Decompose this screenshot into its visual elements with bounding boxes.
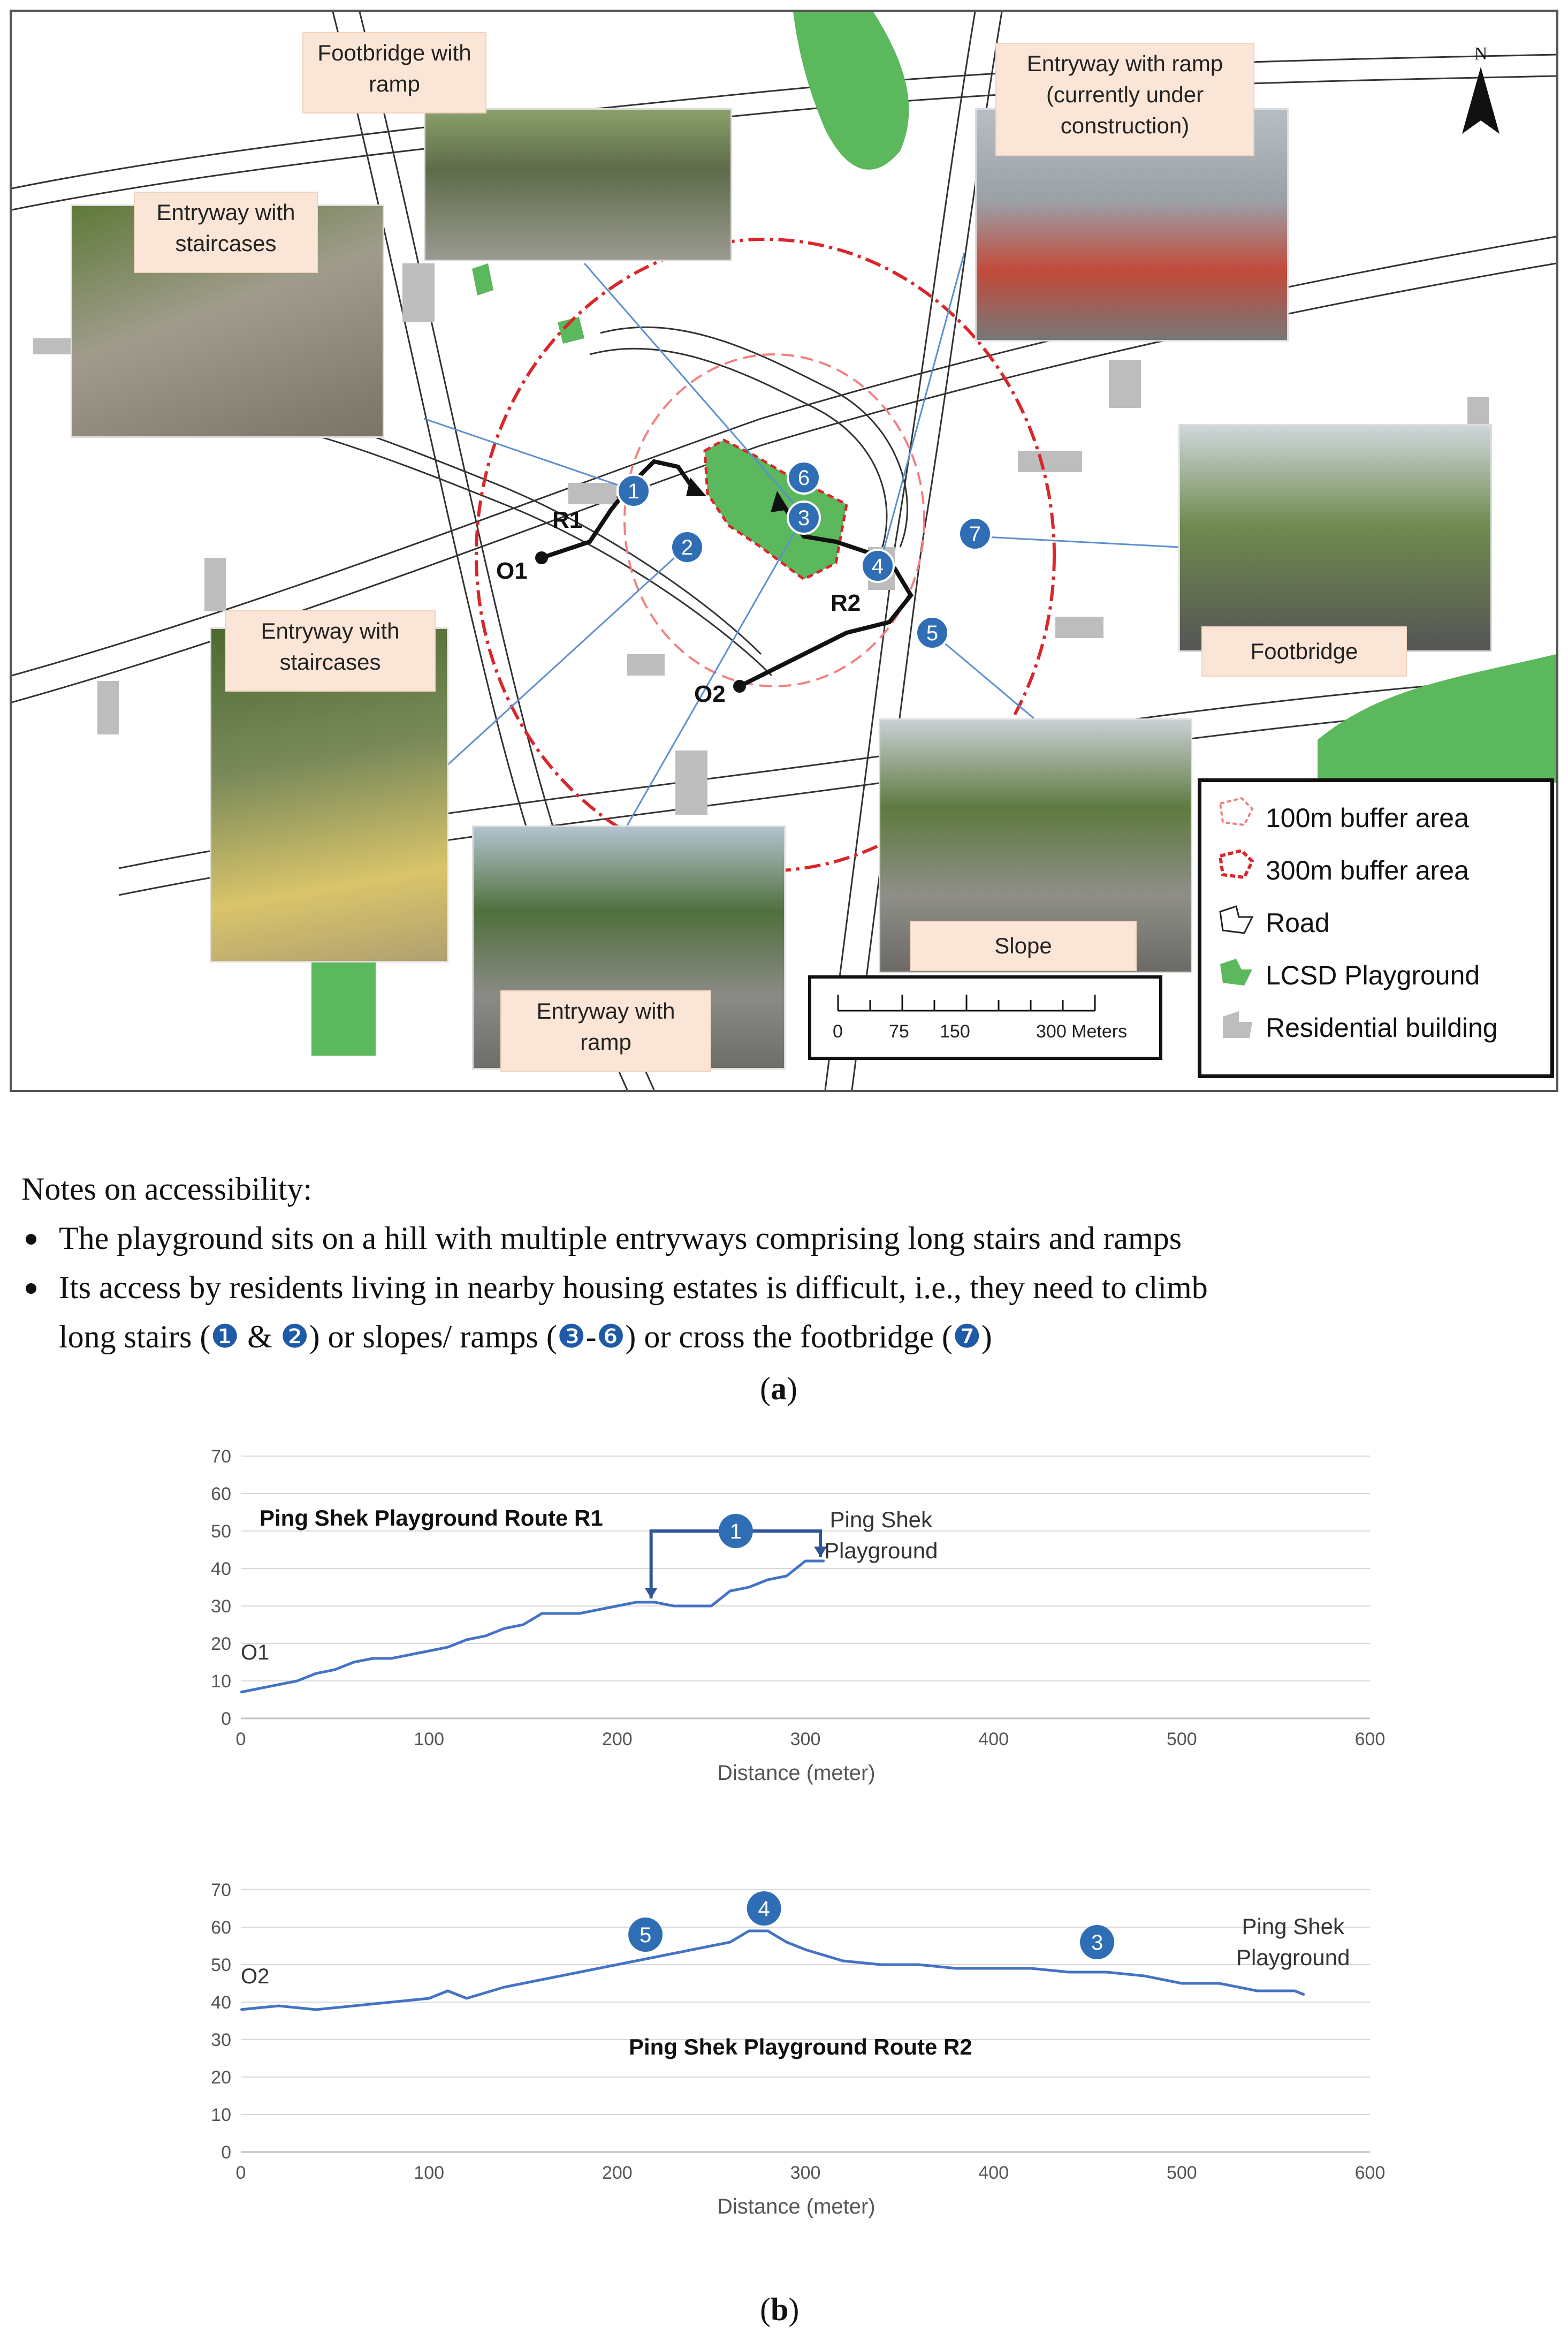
data-point [692, 1949, 694, 1951]
chart-r1-svg [203, 1445, 1407, 1809]
chart-r1-start-label: O1 [241, 1641, 270, 1664]
caption-a-letter: a [770, 1371, 787, 1406]
legend-road: Road [1266, 908, 1330, 938]
map-panel [10, 10, 1558, 1092]
data-point [428, 1998, 430, 1999]
notes-heading: Notes on accessibility: [21, 1171, 313, 1207]
data-point [1219, 1983, 1220, 1984]
data-point [729, 1590, 731, 1592]
y-tick-label: 50 [211, 1955, 231, 1975]
data-point [1144, 1975, 1145, 1977]
data-point [372, 1658, 374, 1659]
y-tick-label: 60 [211, 1484, 231, 1504]
scale-bar-ruler [827, 989, 1175, 1021]
data-point [541, 1979, 543, 1981]
x-tick-label: 600 [1354, 2163, 1386, 2183]
chart-r2-start-label: O2 [241, 1965, 270, 1988]
chart-r2-svg [203, 1879, 1407, 2243]
data-point [522, 1624, 524, 1626]
data-point [748, 1930, 750, 1932]
chart-route-r1 [203, 1445, 1407, 1809]
data-point [1181, 1983, 1183, 1984]
chart-r2-end-label: Ping Shek Playground [1236, 1914, 1350, 1970]
svg-text:5: 5 [926, 622, 939, 645]
data-point [485, 1635, 486, 1637]
data-point [409, 1654, 411, 1656]
marker-5 [916, 617, 948, 649]
data-point [1106, 1972, 1107, 1973]
data-point [767, 1579, 768, 1581]
data-point [504, 1987, 505, 1988]
y-tick-label: 30 [211, 2030, 231, 2050]
x-tick-label: 400 [978, 2163, 1009, 2183]
data-point [748, 1587, 750, 1588]
data-point [240, 1692, 242, 1693]
y-tick-label: 0 [221, 1709, 231, 1729]
svg-text:2: 2 [681, 536, 694, 559]
svg-text:4: 4 [758, 1897, 770, 1921]
label-entryway-with-ramp: Entryway with ramp [501, 991, 710, 1071]
data-point [1068, 1972, 1070, 1973]
route-label-o2: O2 [694, 681, 726, 707]
svg-text:3: 3 [1091, 1931, 1103, 1954]
data-point [993, 1968, 994, 1969]
chart-r1-xlabel: Distance (meter) [717, 1761, 876, 1785]
svg-text:1: 1 [627, 480, 640, 503]
y-tick-label: 70 [211, 1446, 231, 1467]
photo-footbridge-with-ramp [424, 108, 732, 261]
annotation-4-marker [747, 1891, 781, 1926]
marker-3 [788, 502, 820, 534]
notes-circled-7: ❼ [952, 1319, 981, 1354]
svg-text:3: 3 [797, 506, 810, 530]
data-point [315, 2009, 317, 2011]
annotation-5-marker [628, 1918, 663, 1952]
notes-bullet-2 [21, 1263, 1552, 1361]
y-tick-label: 20 [211, 2067, 231, 2088]
origin-o1-dot [535, 551, 548, 564]
y-tick-label: 50 [211, 1521, 231, 1542]
data-point [880, 1964, 881, 1966]
notes-bullet-2-text-d: ) [981, 1319, 992, 1354]
annotation-1-marker [719, 1514, 753, 1548]
legend-playground: LCSD Playground [1266, 960, 1480, 990]
x-tick-label: 100 [414, 2163, 445, 2183]
north-arrow [1457, 44, 1505, 151]
y-tick-label: 0 [221, 2142, 231, 2163]
data-point [466, 1998, 468, 1999]
accessibility-notes [21, 1164, 1552, 1361]
legend-buffer300: 300m buffer area [1266, 855, 1469, 885]
data-point [767, 1930, 768, 1932]
notes-circled-3: ❸ [557, 1319, 586, 1354]
notes-bullet-2-line1: Its access by residents living in nearby housing estates is difficult, i.e., they need to climb [59, 1270, 1208, 1305]
marker-4 [862, 550, 894, 582]
data-point [786, 1942, 787, 1943]
data-point [1257, 1990, 1258, 1992]
data-point [391, 1658, 392, 1659]
notes-bullet-1: The playground sits on a hill with multiple entryways comprising long stairs and ramps [21, 1214, 1552, 1263]
svg-text:7: 7 [969, 522, 981, 546]
x-tick-label: 200 [602, 2163, 633, 2183]
notes-bullet-2-text-a: long stairs ( [59, 1319, 211, 1354]
data-point [579, 1613, 581, 1615]
x-tick-label: 100 [414, 1729, 445, 1749]
notes-bullet-2-text-b: ) or slopes/ ramps ( [309, 1319, 557, 1354]
route-label-r2: R2 [831, 590, 861, 616]
label-entryway-ramp-construction: Entryway with ramp (currently under construction) [996, 44, 1253, 155]
map-legend [1198, 778, 1554, 1078]
notes-dash: - [585, 1319, 597, 1354]
data-point [955, 1968, 957, 1969]
notes-circled-6: ❻ [596, 1319, 626, 1354]
data-point [786, 1575, 787, 1577]
series-line [241, 1561, 824, 1692]
data-point [598, 1609, 599, 1611]
data-point [353, 2005, 355, 2007]
svg-text:6: 6 [797, 466, 810, 490]
data-point [560, 1613, 561, 1615]
origin-o2-dot [733, 680, 746, 693]
legend-buffer100: 100m buffer area [1266, 803, 1469, 833]
data-point [692, 1605, 694, 1607]
data-point [711, 1605, 712, 1607]
data-point [673, 1605, 674, 1607]
y-tick-label: 20 [211, 1634, 231, 1654]
data-point [805, 1949, 806, 1951]
y-tick-label: 10 [211, 1671, 231, 1692]
notes-circled-1: ❶ [210, 1319, 240, 1354]
notes-amp: & [239, 1319, 280, 1354]
chart-r1-title: Ping Shek Playground Route R1 [260, 1505, 603, 1530]
x-tick-label: 600 [1354, 1729, 1386, 1749]
scale-tick-300: 300 Meters [1036, 1021, 1128, 1042]
caption-b-letter: b [770, 2292, 789, 2327]
data-point [353, 1662, 355, 1663]
marker-7 [959, 518, 991, 550]
data-point [447, 1990, 448, 1992]
data-point [654, 1602, 656, 1603]
x-tick-label: 300 [790, 1729, 821, 1749]
y-tick-label: 30 [211, 1596, 231, 1617]
notes-circled-2: ❷ [280, 1319, 309, 1354]
legend-residential: Residential building [1266, 1013, 1498, 1043]
series-line [241, 1931, 1304, 2010]
data-point [278, 1684, 279, 1686]
x-tick-label: 0 [235, 2163, 246, 2183]
chart-r2-xlabel: Distance (meter) [717, 2195, 876, 2218]
label-entryway-staircases-bottom: Entryway with staircases [226, 611, 435, 691]
data-point [466, 1639, 468, 1641]
route-label-o1: O1 [496, 558, 528, 584]
data-point [918, 1964, 919, 1966]
data-point [315, 1673, 317, 1674]
data-point [616, 1605, 618, 1607]
data-point [447, 1647, 448, 1648]
y-tick-label: 10 [211, 2105, 231, 2125]
label-slope: Slope [911, 922, 1136, 970]
y-tick-label: 60 [211, 1918, 231, 1938]
x-tick-label: 500 [1166, 1729, 1197, 1749]
chart-r2-title: Ping Shek Playground Route R2 [629, 2034, 972, 2059]
svg-text:1: 1 [729, 1520, 742, 1543]
data-point [635, 1602, 637, 1603]
x-tick-label: 500 [1166, 2163, 1197, 2183]
chart-r1-end-label: Ping Shek Playground [824, 1507, 938, 1563]
y-tick-label: 40 [211, 1992, 231, 2013]
y-tick-label: 40 [211, 1559, 231, 1579]
data-point [259, 1688, 261, 1689]
legend-symbols [1212, 793, 1260, 1071]
data-point [240, 2009, 242, 2011]
chart-route-r2 [203, 1879, 1407, 2243]
data-point [334, 1669, 336, 1671]
data-point [616, 1964, 618, 1966]
annotation-3-marker [1080, 1925, 1114, 1959]
photo-footbridge [1178, 424, 1492, 652]
svg-text:5: 5 [639, 1923, 652, 1947]
scale-bar [808, 975, 1162, 1060]
caption-b: (b) [760, 2292, 800, 2327]
data-point [1294, 1990, 1296, 1992]
marker-2 [671, 531, 703, 563]
label-footbridge-with-ramp: Footbridge with ramp [303, 33, 485, 112]
scale-tick-75: 75 [889, 1021, 909, 1042]
scale-tick-0: 0 [833, 1021, 843, 1042]
data-point [805, 1560, 806, 1562]
data-point [1031, 1968, 1032, 1969]
data-point [842, 1960, 844, 1962]
data-point [428, 1650, 430, 1652]
x-tick-label: 400 [978, 1729, 1009, 1749]
y-tick-label: 70 [211, 1880, 231, 1900]
data-point [579, 1972, 581, 1973]
scale-tick-150: 150 [940, 1021, 970, 1042]
data-point [541, 1613, 543, 1615]
data-point [1303, 1994, 1305, 1996]
data-point [296, 1680, 298, 1682]
x-tick-label: 0 [235, 1729, 246, 1749]
notes-bullet-2-text-c: ) or cross the footbridge ( [625, 1319, 953, 1354]
svg-text:4: 4 [871, 555, 884, 578]
data-point [391, 2002, 392, 2003]
label-footbridge: Footbridge [1202, 627, 1406, 676]
label-entryway-staircases-top: Entryway with staircases [135, 193, 317, 272]
data-point [654, 1957, 656, 1958]
route-label-r1: R1 [552, 507, 583, 533]
north-label: N [1474, 44, 1488, 64]
north-arrow-icon [1457, 64, 1505, 139]
caption-a: (a) [760, 1371, 797, 1406]
marker-6 [788, 461, 820, 494]
data-point [504, 1628, 505, 1630]
data-point [278, 2005, 279, 2007]
x-tick-label: 200 [602, 1729, 633, 1749]
data-point [729, 1942, 731, 1943]
marker-1 [618, 475, 650, 507]
x-tick-label: 300 [790, 2163, 821, 2183]
